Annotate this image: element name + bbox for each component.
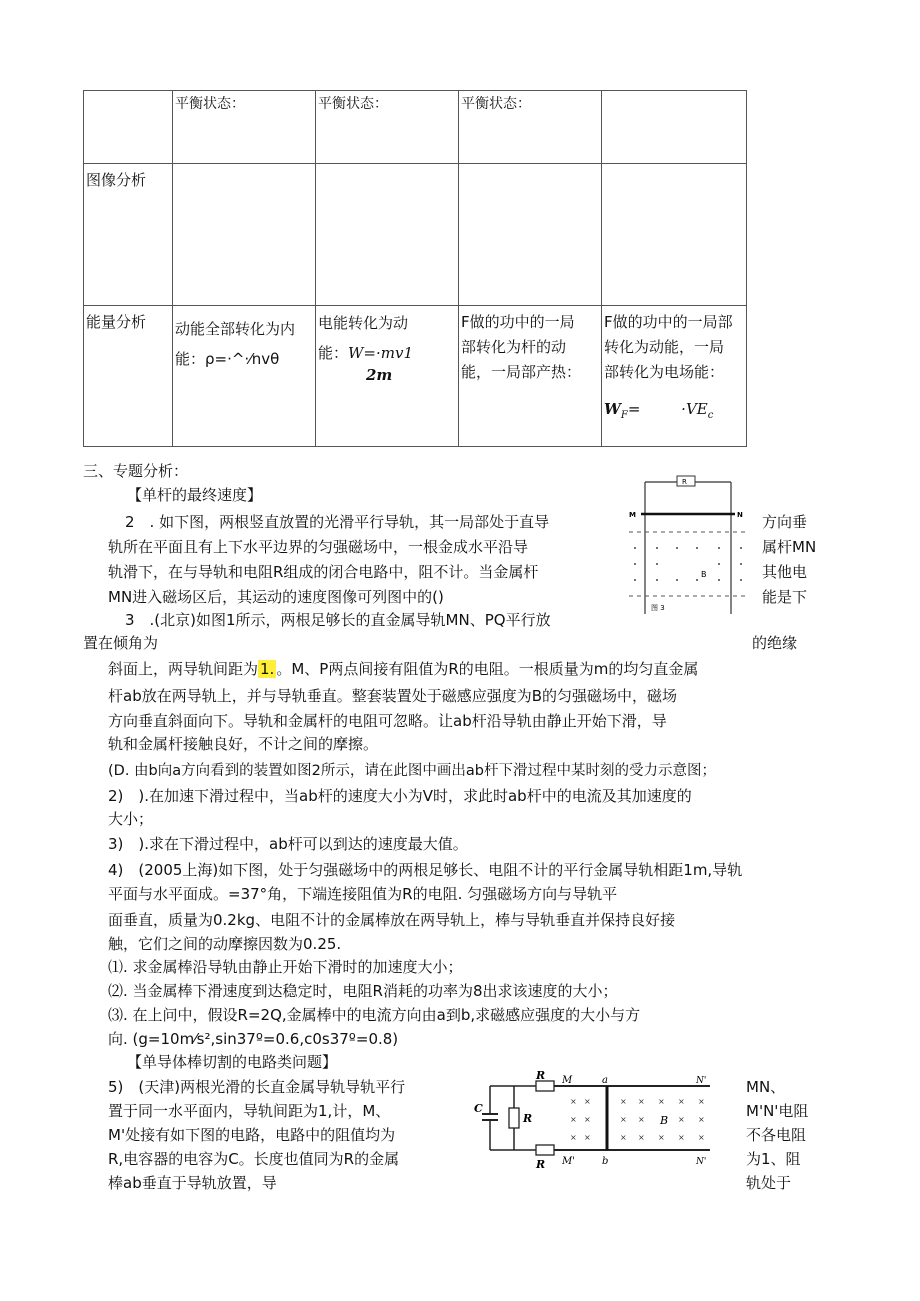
table-cell bbox=[173, 91, 316, 164]
svg-text:×: × bbox=[698, 1097, 705, 1106]
svg-text:×: × bbox=[638, 1097, 645, 1106]
table-cell bbox=[316, 164, 459, 306]
rail-diagram-figure bbox=[627, 468, 749, 616]
q2-right: 能是下 bbox=[762, 588, 808, 606]
circuit-diagram-figure bbox=[470, 1070, 732, 1172]
svg-text:×: × bbox=[678, 1133, 685, 1142]
svg-text:×: × bbox=[584, 1133, 591, 1142]
svg-text:×: × bbox=[570, 1115, 577, 1124]
svg-text:×: × bbox=[698, 1115, 705, 1124]
q3-line: 3 .(北京)如图1所示，两根足够长的直金属导轨MN、PQ平行放 bbox=[125, 611, 551, 629]
svg-text:R: R bbox=[682, 478, 687, 486]
q3-line: 2) ).在加速下滑过程中，当ab杆的速度大小为V时，求此时ab杆中的电流及其加速度的 bbox=[108, 787, 692, 805]
q3-line: 方向垂直斜面向下。导轨和金属杆的电阻可忽略。让ab杆沿导轨由静止开始下滑，导 bbox=[108, 712, 667, 730]
q3-line: 杆ab放在两导轨上，并与导轨垂直。整套装置处于磁感应强度为B的匀强磁场中，磁场 bbox=[108, 687, 678, 705]
table-cell bbox=[316, 91, 459, 164]
q5-line: 置于同一水平面内，导轨间距为1,计，M、 bbox=[108, 1102, 391, 1120]
svg-text:×: × bbox=[638, 1133, 645, 1142]
svg-text:×: × bbox=[678, 1115, 685, 1124]
svg-text:×: × bbox=[638, 1115, 645, 1124]
q2-line: MN进入磁场区后，其运动的速度图像可列图中的() bbox=[108, 588, 444, 606]
highlight-mark: 1. bbox=[260, 660, 275, 678]
svg-text:M: M bbox=[562, 1075, 573, 1086]
q4-line: 面垂直，质量为0.2kg、电阻不计的金属棒放在两导轨上，棒与导轨垂直并保持良好接 bbox=[108, 911, 676, 929]
svg-text:×: × bbox=[570, 1133, 577, 1142]
svg-text:×: × bbox=[570, 1097, 577, 1106]
table-cell bbox=[602, 164, 747, 306]
table-cell bbox=[459, 91, 602, 164]
row-label: 能量分析 bbox=[84, 306, 173, 447]
q5-right: M'N'电阻 bbox=[746, 1102, 809, 1120]
q4-line: ⑵. 当金属棒下滑速度到达稳定时，电阻R消耗的功率为8出求该速度的大小； bbox=[108, 982, 618, 1000]
q5-line: 棒ab垂直于导轨放置，导 bbox=[108, 1174, 277, 1192]
energy-cell-4: F做的功中的一局部 转化为动能，一局 部转化为电场能： $W_F= \cdot VE_c$ bbox=[602, 306, 747, 447]
q4-line: 触，它们之间的动摩擦因数为0.25. bbox=[108, 935, 342, 953]
svg-text:N: N bbox=[737, 511, 743, 519]
energy-formula: W=·mv1 bbox=[348, 344, 414, 362]
svg-text:×: × bbox=[658, 1133, 665, 1142]
svg-text:M: M bbox=[629, 511, 636, 519]
q5-line: M'处接有如下图的电路，电路中的阻值均为 bbox=[108, 1126, 396, 1144]
svg-text:N': N' bbox=[696, 1076, 707, 1086]
q3-line: 置在倾角为 bbox=[83, 634, 159, 652]
svg-text:×: × bbox=[620, 1115, 627, 1124]
q3-line: 3) ).求在下滑过程中，ab杆可以到达的速度最大值。 bbox=[108, 835, 468, 853]
svg-text:×: × bbox=[678, 1097, 685, 1106]
q2-line: 2 . 如下图，两根竖直放置的光滑平行导轨，其一局部处于直导 bbox=[125, 513, 550, 531]
energy-cell-3: F做的功中的一局 部转化为杆的动 能，一局部产热： bbox=[459, 306, 602, 447]
q5-right: 不各电阻 bbox=[746, 1126, 807, 1144]
q5-right: 为1、阻 bbox=[746, 1150, 801, 1168]
subsection-heading: 【单杆的最终速度】 bbox=[127, 486, 263, 504]
svg-text:b: b bbox=[602, 1156, 609, 1167]
section-title: 三、专题分析： bbox=[83, 462, 189, 480]
table-cell bbox=[173, 164, 316, 306]
balance-state-3: 平衡状态： bbox=[461, 96, 531, 112]
svg-text:×: × bbox=[698, 1133, 705, 1142]
svg-text:图 3: 图 3 bbox=[651, 604, 665, 612]
q3-line: 大小； bbox=[108, 810, 154, 828]
q4-line: ⑴. 求金属棒沿导轨由静止开始下滑时的加速度大小； bbox=[108, 958, 463, 976]
table-cell bbox=[84, 91, 173, 164]
q3-line: 的绝缘 bbox=[752, 634, 798, 652]
row-label: 图像分析 bbox=[84, 164, 173, 306]
q2-right: 方向垂 bbox=[762, 513, 808, 531]
svg-text:C: C bbox=[474, 1102, 483, 1115]
q2-line: 轨所在平面且有上下水平边界的匀强磁场中，一根金成水平沿导 bbox=[108, 538, 529, 556]
q5-line: R,电容器的电容为C。长度也值同为R的金属 bbox=[108, 1150, 400, 1168]
table-cell bbox=[459, 164, 602, 306]
table-cell bbox=[602, 91, 747, 164]
q4-line: ⑶. 在上问中，假设R=2Q,金属棒中的电流方向由a到b,求磁感应强度的大小与方 bbox=[108, 1006, 641, 1024]
svg-text:R: R bbox=[523, 1112, 533, 1125]
svg-text:×: × bbox=[620, 1097, 627, 1106]
q5-right: 轨处于 bbox=[746, 1174, 792, 1192]
svg-text:N': N' bbox=[696, 1157, 707, 1167]
q2-right: 属杆MN bbox=[762, 538, 817, 556]
q5-right: MN、 bbox=[746, 1078, 786, 1096]
resistor-icon bbox=[509, 1108, 519, 1128]
svg-text:M': M' bbox=[562, 1156, 575, 1167]
q2-right: 其他电 bbox=[762, 563, 808, 581]
balance-state-1: 平衡状态： bbox=[175, 96, 245, 112]
svg-text:B: B bbox=[660, 1114, 669, 1127]
svg-text:B: B bbox=[701, 570, 707, 579]
q4-line: 平面与水平面成。=37°角，下端连接阻值为R的电阻. 匀强磁场方向与导轨平 bbox=[108, 885, 618, 903]
q4-line: 4) (2005上海)如下图，处于匀强磁场中的两根足够长、电阻不计的平行金属导轨相距1m,导轨 bbox=[108, 861, 743, 879]
comparison-table bbox=[83, 90, 747, 447]
q3-line: 斜面上，两导轨间距为 1. 。M、P两点间接有阻值为R的电阻。一根质量为m的均匀直金属 bbox=[108, 660, 699, 678]
svg-text:a: a bbox=[602, 1075, 608, 1086]
svg-text:×: × bbox=[584, 1097, 591, 1106]
svg-text:×: × bbox=[584, 1115, 591, 1124]
resistor-icon bbox=[536, 1081, 554, 1091]
energy-cell-1: 动能全部转化为内 能：ρ=·^·⁄nvθ bbox=[173, 306, 316, 447]
energy-cell-2: 电能转化为动 能：W=·mv1 2m bbox=[316, 306, 459, 447]
svg-text:×: × bbox=[658, 1097, 665, 1106]
svg-text:×: × bbox=[620, 1133, 627, 1142]
q3-line: 轨和金属杆接触良好，不计之间的摩擦。 bbox=[108, 735, 379, 753]
q3-line: (D. 由b向a方向看到的装置如图2所示，请在此图中画出ab杆下滑过程中某时刻的受力示意图； bbox=[108, 763, 716, 779]
svg-text:R: R bbox=[536, 1070, 546, 1082]
balance-state-2: 平衡状态： bbox=[318, 96, 388, 112]
q2-line: 轨滑下，在与导轨和电阻R组成的闭合电路中，阻不计。当金属杆 bbox=[108, 563, 539, 581]
resistor-icon bbox=[536, 1145, 554, 1155]
svg-text:R: R bbox=[536, 1158, 546, 1171]
q4-line: 向. (g=10m⁄s²,sin37º=0.6,c0s37º=0.8) bbox=[108, 1030, 399, 1048]
q5-line: 5) (天津)两根光滑的长直金属导轨导轨平行 bbox=[108, 1078, 406, 1096]
subsection-heading: 【单导体棒切割的电路类问题】 bbox=[127, 1053, 338, 1071]
